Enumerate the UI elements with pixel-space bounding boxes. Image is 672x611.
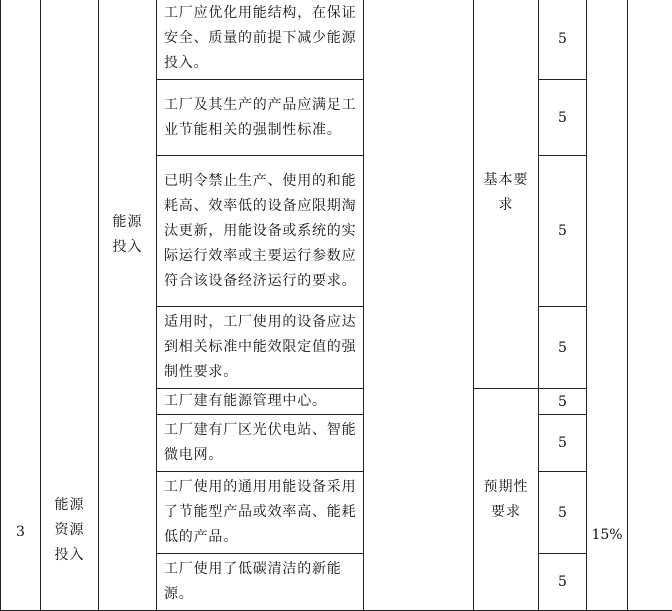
weight-value: 15% xyxy=(591,527,622,543)
score-cell: 5 xyxy=(539,0,587,80)
requirement-cell xyxy=(157,554,364,611)
requirement-type-basic: 基本要 求 xyxy=(484,168,529,218)
requirement-cell xyxy=(157,389,364,415)
requirement-cell xyxy=(157,472,364,554)
score-cell: 5 xyxy=(539,415,587,472)
score-cell: 5 xyxy=(539,307,587,389)
requirement-type-expected: 预期性 要求 xyxy=(484,475,529,525)
score-cell: 5 xyxy=(539,80,587,156)
requirement-type-cell xyxy=(474,389,539,611)
weight-cell xyxy=(587,0,628,611)
requirement-text: 工厂应优化用能结构，在保证安全、质量的前提下减少能源投入。 xyxy=(157,0,363,79)
requirement-cell xyxy=(157,0,364,80)
blank-column-cell xyxy=(364,0,474,611)
requirement-text: 已明令禁止生产、使用的和能耗高、效率低的设备应限期淘汰更新，用能设备或系统的实际运行效率或主要运行参数应符合该设备经济运行的要求。 xyxy=(157,166,363,297)
level1-indicator: 能源 资源 投入 xyxy=(55,493,85,568)
level2-indicator-cell xyxy=(99,0,157,611)
blank-last-column-cell xyxy=(628,0,672,611)
requirement-cell xyxy=(157,307,364,389)
requirement-text: 工厂使用了低碳清洁的新能源。 xyxy=(157,554,363,610)
requirement-text: 工厂建有能源管理中心。 xyxy=(157,389,363,414)
requirement-text: 适用时，工厂使用的设备应达到相关标准中能效限定值的强制性要求。 xyxy=(157,307,363,388)
requirement-cell xyxy=(157,156,364,307)
requirement-type-cell xyxy=(474,0,539,389)
score-cell: 5 xyxy=(539,156,587,307)
requirement-text: 工厂及其生产的产品应满足工业节能相关的强制性标准。 xyxy=(157,90,363,146)
score-cell: 5 xyxy=(539,554,587,611)
requirement-text: 工厂使用的通用用能设备采用了节能型产品或效率高、能耗低的产品。 xyxy=(157,472,363,553)
requirement-cell xyxy=(157,80,364,156)
table-row xyxy=(1,0,672,80)
requirement-text: 工厂建有厂区光伏电站、智能微电网。 xyxy=(157,415,363,471)
sequence-cell xyxy=(1,0,41,611)
score-cell: 5 xyxy=(539,389,587,415)
score-cell: 5 xyxy=(539,472,587,554)
level2-indicator: 能源 投入 xyxy=(113,210,143,260)
sequence-number: 3 xyxy=(16,524,25,540)
requirement-cell xyxy=(157,415,364,472)
level1-indicator-cell xyxy=(41,0,99,611)
